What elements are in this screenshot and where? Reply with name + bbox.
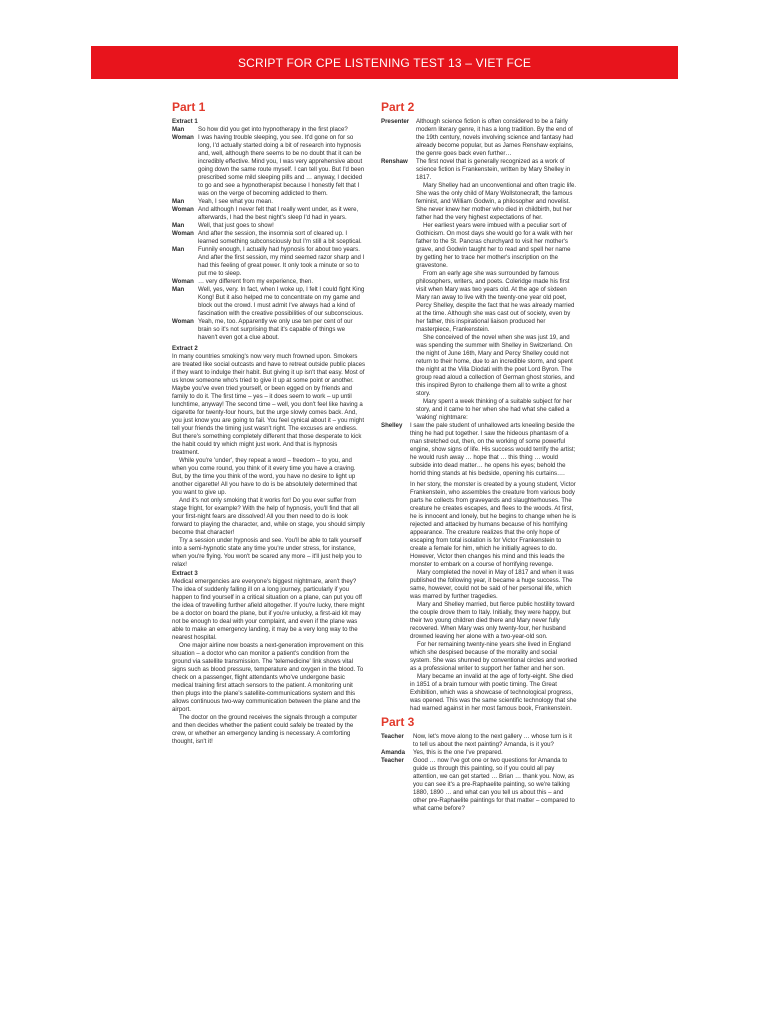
right-column — [381, 100, 578, 813]
speaker-name: Man — [172, 286, 185, 293]
talk-paragraph: Mary became an invalid at the age of forty-eight. She died in 1851 of a brain tumour with poetic timing. The Great Exhibition, which was a showcase of technological progress, was opened. This was the same scientific technology that she had warned against in her most famous book, Frankenstein. — [410, 673, 577, 712]
dialogue-line — [381, 733, 578, 749]
title-banner — [91, 46, 678, 79]
dialogue-line — [172, 206, 366, 222]
talk-paragraph: From an early age she was surrounded by famous philosophers, writers, and poets. Coleridge made his first visit when Mary was two years old. At the age of sixteen Mary ran away to live with the twenty-one year old poet, Percy Shelley, despite the fact that he was already married at the time. Although she was cast out of society, even by her father, this inspirational liaison produced her masterpiece, Frankenstein. — [416, 270, 575, 333]
speaker-name: Presenter — [381, 118, 410, 125]
extract3-paragraph: One major airline now boasts a next-generation improvement on this situation – a doctor who can monitor a patient's condition from the ground via satellite transmission. The 'telemedicine' link shows vital signs such as blood pressure, temperature and oxygen in the blood. To check on a passenger, flight attendants who've undergone basic medical training first attach sensors to the patient. A monitoring unit then plugs into the plane's satellite-communications system and this allows continuous two-way communication between the plane and the airport. — [172, 642, 364, 713]
dialogue-line — [172, 134, 366, 198]
extract2-paragraph: And it's not only smoking that it works for! Do you ever suffer from stage fright, for example? With the help of hypnosis, you'll find that all your first-night fears are dissolved! All you then need to do is look forward to playing the character, and, while on stage, you should simply become that character! — [172, 497, 365, 536]
dialogue-line — [381, 158, 578, 182]
dialogue-text: Now, let's move along to the next gallery … whose turn is it to tell us about the next painting? Amanda, is it you? — [413, 733, 572, 748]
speaker-name: Man — [172, 126, 185, 133]
extract2-paragraph: Try a session under hypnosis and see. You'll be able to talk yourself into a semi-hypnotic state any time you're under stress, for instance, when you're flying. You won't be scared any more – it'll just help you to relax! — [172, 537, 362, 568]
dialogue-line — [172, 278, 366, 286]
dialogue-line — [172, 222, 366, 230]
dialogue-line — [172, 286, 366, 318]
speaker-name: Woman — [172, 278, 194, 285]
talk-paragraph: She conceived of the novel when she was just 19, and was spending the summer with Shelley in Switzerland. On the night of June 16th, Mary and Percy Shelley could not return to their home, due to an incredible storm, and spent the night at the Villa Diodati with the poet Lord Byron. The group read aloud a collection of German ghost stories, and this inspired Byron to challenge them all to write a ghost story. — [416, 334, 575, 397]
dialogue-text: I saw the pale student of unhallowed arts kneeling beside the thing he had put together. I saw the hideous phantasm of a man stretched out, then, on the working of some powerful engine, show signs of life. His success would terrify the artist; he would rush away … hope that … this thing … would subside into dead matter… he opens his eyes; behold the horrid thing stands at his bedside, opening his curtains…. — [410, 422, 576, 477]
extract3-paragraph: Medical emergencies are everyone's biggest nightmare, aren't they? The idea of suddenly falling ill on a long journey, particularly if you happen to find yourself in a critical situation on a plane, can put you off the idea of travelling further afield altogether. If you're lucky, there might be a doctor on board the plane, but if you're unlucky, a first-aid kit may not be enough to deal with your complaint, and even if the plane was able to make an emergency landing, it may be a very long way to the nearest hospital. — [172, 578, 365, 641]
dialogue-text: I was having trouble sleeping, you see. It'd gone on for so long, I'd actually started doing a bit of research into hypnosis and, well, although there seems to be no doubt that it can be incredibly effective. Mind you, I was very apprehensive about going down the same route myself. I can tell you. But I'd been prescribed some mild sleeping pills and … anyway, I decided to go and see a hypnotherapist because I honestly felt that I was on the verge of becoming addicted to them. — [198, 134, 365, 197]
speaker-name: Man — [172, 198, 185, 205]
speaker-name: Renshaw — [381, 158, 408, 165]
speaker-name: Woman — [172, 134, 194, 141]
dialogue-text: And although I never felt that I really went under, as it were, afterwards, I had the best night's sleep I'd had in years. — [198, 206, 359, 221]
dialogue-line — [172, 318, 366, 342]
dialogue-line — [172, 246, 366, 278]
dialogue-text: Good … now I've got one or two questions for Amanda to guide us through this painting, so if you could all pay attention, we can get started … Brian … thank you. Now, as you can see it's a pre-Raphaelite painting, so we're talking 1880, 1890 … and what can you tell us about this – and other pre-Raphaelite paintings for that matter – compared to what came before? — [413, 757, 575, 812]
dialogue-line — [381, 757, 578, 813]
dialogue-text: Well, that just goes to show! — [198, 222, 274, 229]
extract2-paragraph: While you're 'under', they repeat a word – freedom – to you, and when you come round, you think of it every time you have a craving. But, by the time you think of the word, you have no desire to light up another cigarette! All you have to do is be absolutely determined that you want to give up. — [172, 457, 357, 496]
dialogue-text: So how did you get into hypnotherapy in the first place? — [198, 126, 348, 133]
talk-paragraph: In her story, the monster is created by a young student, Victor Frankenstein, who assembles the creature from various body parts he collects from graveyards and slaughterhouses. The creature he creates escapes, and flees to the woods. At first, he is innocent and lonely, but he begins to change when he is rejected and attacked by humans because of his horrifying appearance. The creature realizes that the only hope of escaping from total isolation is for Victor Frankenstein to create a female for him, which he initially agrees to do. However, Victor then changes his mind and this leads the monster to embark on a course of horrifying revenge. — [410, 481, 576, 568]
extract2-paragraph: In many countries smoking's now very much frowned upon. Smokers are treated like social outcasts and have to retreat outside public places if they want to indulge their habit. But giving it up isn't that easy. Most of us know someone who's tried to give it up at some point or another. Maybe you've even tried yourself, or been egged on by friends and family to do it. The first time – yes – it does seem to work – up until lunchtime, anyway! The second time – well, you don't feel like having a cigarette for twenty-four hours, but the urge slowly comes back. And, you just know you are going to fail. You feel cynical about it – you might tell your friends the timing just wasn't right. The excuses are endless. But there's something completely different that those desperate to kick the habit could try which might just work. And that is hypnosis treatment. — [172, 353, 366, 456]
extract3-heading: Extract 3 — [172, 570, 198, 577]
dialogue-line — [172, 230, 366, 246]
speaker-name: Woman — [172, 230, 194, 237]
dialogue-text: Yes, this is the one I've prepared. — [413, 749, 503, 756]
part2-heading: Part 2 — [381, 100, 415, 114]
extract1-dialogue — [172, 126, 366, 342]
dialogue-text: … very different from my experience, then. — [198, 278, 314, 285]
dialogue-text: Although science fiction is often considered to be a fairly modern literary genre, it has a long tradition. By the end of the 19th century, novels involving science and fantasy had already become popular, but as James Renshaw explains, the genre goes back even further… — [416, 118, 574, 157]
talk-paragraph: Mary completed the novel in May of 1817 and when it was published the following year, it became a huge success. The same, however, could not be said of her personal life, which was marred by further tragedies. — [410, 569, 574, 600]
left-column — [172, 100, 366, 746]
speaker-name: Teacher — [381, 757, 404, 764]
dialogue-line — [381, 422, 578, 478]
renshaw-talk — [381, 182, 578, 422]
dialogue-text: Well, yes, very. In fact, when I woke up, I felt I could fight King Kong! But it also helped me to concentrate on my game and block out the crowd. I must admit I've always had a kind of fascination with the creative possibilities of our subconscious. — [198, 286, 365, 317]
dialogue-line — [172, 198, 366, 206]
speaker-name: Shelley — [381, 422, 403, 429]
speaker-name: Man — [172, 222, 185, 229]
talk-paragraph: For her remaining twenty-nine years she lived in England which she despised because of the morality and social system. She was shunned by conventional circles and worked as a professional writer to support her father and her son. — [410, 641, 578, 672]
speaker-name: Man — [172, 246, 185, 253]
speaker-name: Amanda — [381, 749, 406, 756]
dialogue-text: Funnily enough, I actually had hypnosis for about two years. And after the first session, my mind seemed razor sharp and I had this feeling of great power. It only took a minute or so to put me to sleep. — [198, 246, 365, 277]
part1-heading: Part 1 — [172, 100, 206, 114]
dialogue-text: And after the session, the insomnia sort of cleared up. I learned something subconsciously but I'm still a bit sceptical. — [198, 230, 362, 245]
speaker-name: Woman — [172, 206, 194, 213]
talk-paragraph: Her earliest years were imbued with a peculiar sort of Gothicism. On most days she would go for a walk with her father to the St. Pancras churchyard to visit her mother's grave, and Godwin taught her to read and spell her name by getting her to trace her mother's inscription on the gravestone. — [416, 222, 573, 269]
extract3-paragraph: The doctor on the ground receives the signals through a computer and then decides whether the patient could safely be treated by the crew, or whether an emergency landing is necessary. A comforting thought, isn't it! — [172, 714, 358, 745]
dialogue-line — [381, 118, 578, 158]
speaker-name: Teacher — [381, 733, 404, 740]
speaker-name: Woman — [172, 318, 194, 325]
extract2-heading: Extract 2 — [172, 345, 198, 352]
talk-paragraph: Mary spent a week thinking of a suitable subject for her story, and it came to her when she had what she called a 'waking' nightmare: — [416, 398, 572, 421]
part3-heading: Part 3 — [381, 715, 415, 729]
closing-talk — [381, 481, 578, 713]
dialogue-line — [381, 749, 578, 757]
document-title: SCRIPT FOR CPE LISTENING TEST 13 – VIET FCE — [237, 56, 532, 70]
dialogue-text: Yeah, I see what you mean. — [198, 198, 273, 205]
extract1-heading: Extract 1 — [172, 118, 198, 125]
talk-paragraph: Mary Shelley had an unconventional and often tragic life. She was the only child of Mary Wollstonecraft, the famous feminist, and William Godwin, a philosopher and novelist. She never knew her mother who died in childbirth, but her father had the very highest expectations of her. — [416, 182, 577, 221]
talk-paragraph: Mary and Shelley married, but fierce public hostility toward the couple drove them to Italy. Initially, they were happy, but their two young children died there and Mary never fully recovered. When Mary was only twenty-four, her husband drowned leaving her alone with a two-year-old son. — [410, 601, 575, 640]
dialogue-text: The first novel that is generally recognized as a work of science fiction is Frankenstein, written by Mary Shelley in 1817. — [416, 158, 571, 181]
dialogue-text: Yeah, me, too. Apparently we only use ten per cent of our brain so it's not surprising that it's capable of things we haven't even got a clue about. — [198, 318, 353, 341]
dialogue-line — [172, 126, 366, 134]
